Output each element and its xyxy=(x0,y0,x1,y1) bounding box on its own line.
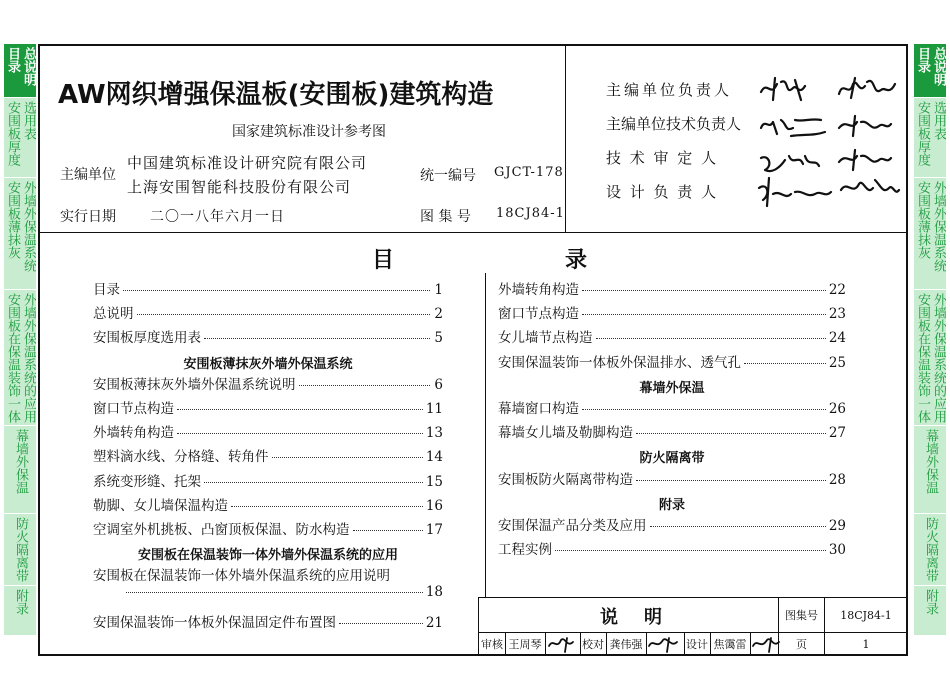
toc-entry-title: 外墙转角构造 xyxy=(93,425,174,442)
toc-entry-title: 窗口节点构造 xyxy=(498,306,579,323)
toc-leader xyxy=(137,314,431,315)
editor-label: 主编单位 xyxy=(60,167,116,183)
toc-entry-title: 女儿墙节点构造 xyxy=(498,330,593,347)
left-tab-label: 安围板薄抹灰 xyxy=(5,181,20,259)
resp-label-3: 技 术 审 定 人 xyxy=(606,149,719,167)
toc-leader xyxy=(650,526,826,527)
right-tab-label: 幕墙外保温 xyxy=(923,429,938,494)
toc-section-heading: 幕墙外保温 xyxy=(639,380,705,396)
toc-entry-title: 外墙转角构造 xyxy=(498,282,579,298)
toc-entry[interactable] xyxy=(498,278,846,298)
toc-entry[interactable] xyxy=(498,538,846,558)
toc-leader xyxy=(636,480,826,481)
toc-page: 17 xyxy=(425,522,443,538)
page-value: 1 xyxy=(862,637,870,651)
left-tab-label: 附录 xyxy=(13,589,28,615)
toc-entry-title: 幕墙女儿墙及勒脚构造 xyxy=(498,425,633,442)
right-tab-label: 外墙外保温系统 xyxy=(931,181,946,272)
left-tab-label: 安围板在保温装饰一体 xyxy=(5,293,20,423)
toc-leader xyxy=(272,457,423,458)
right-tab-4[interactable] xyxy=(914,426,946,514)
toc-page: 15 xyxy=(425,473,443,490)
left-tab-label: 选用表 xyxy=(21,101,36,140)
left-tab-5[interactable] xyxy=(4,514,36,586)
titleblock-atlas-value: 18CJ84-1 xyxy=(840,608,892,622)
left-tab-0[interactable] xyxy=(4,44,36,98)
toc-page: 14 xyxy=(425,449,443,466)
right-tab-5[interactable] xyxy=(914,514,946,586)
toc-column-divider xyxy=(485,273,486,597)
left-tab-3[interactable] xyxy=(4,290,36,426)
right-tab-3[interactable] xyxy=(914,290,946,426)
toc-page: 27 xyxy=(828,425,846,442)
left-tab-label: 防火隔离带 xyxy=(13,517,28,582)
toc-leader xyxy=(339,623,423,624)
toc-entry-title: 安围保温装饰一体板外保温固定件布置图 xyxy=(93,614,336,631)
toc-entry-title: 安围板在保温装饰一体外墙外保温系统的应用说明 xyxy=(93,568,390,585)
titleblock-signatures xyxy=(545,634,785,654)
right-tab-2[interactable] xyxy=(914,178,946,290)
header-divider xyxy=(38,232,908,233)
toc-leader xyxy=(204,482,423,483)
toc-entry[interactable] xyxy=(498,397,846,417)
toc-entry-title: 幕墙窗口构造 xyxy=(498,401,579,417)
atlas-label: 图 集 号 xyxy=(420,209,471,225)
tb-grid-1 xyxy=(505,632,506,656)
toc-entry[interactable] xyxy=(123,584,443,600)
right-tab-1[interactable] xyxy=(914,98,946,178)
toc-entry[interactable] xyxy=(93,611,443,631)
left-tab-2[interactable] xyxy=(4,178,36,290)
toc-entry[interactable] xyxy=(498,351,846,371)
resp-label-4: 设 计 负 责 人 xyxy=(606,183,719,201)
right-tab-label: 外墙外保温系统的应用 xyxy=(931,293,946,423)
toc-section-heading: 附录 xyxy=(658,497,685,513)
date-label: 实行日期 xyxy=(60,209,116,225)
left-tab-label: 总说明 xyxy=(21,47,36,86)
review-label: 审核 xyxy=(481,638,503,651)
toc-entry[interactable] xyxy=(93,302,443,322)
toc-leader xyxy=(123,290,430,291)
review-name: 王周琴 xyxy=(508,638,542,651)
left-tab-label: 安围板厚度 xyxy=(5,101,20,166)
toc-entry[interactable] xyxy=(498,326,846,346)
atlas-value: 18CJ84-1 xyxy=(496,206,565,221)
toc-leader xyxy=(582,290,826,291)
date-value: 二〇一八年六月一日 xyxy=(150,209,285,225)
code-label: 统一编号 xyxy=(420,168,476,184)
toc-leader xyxy=(582,409,826,410)
toc-page: 5 xyxy=(434,330,443,347)
toc-leader xyxy=(177,409,423,410)
toc-entry[interactable] xyxy=(498,468,846,488)
code-value: GJCT-178 xyxy=(494,165,564,180)
toc-entry[interactable] xyxy=(93,518,443,538)
toc-entry[interactable] xyxy=(498,421,846,441)
toc-page: 6 xyxy=(434,376,443,393)
resp-label-1: 主编单位负责人 xyxy=(606,81,733,99)
toc-entry-title: 安围板薄抹灰外墙外保温系统说明 xyxy=(93,376,296,393)
right-tab-label: 安围板厚度 xyxy=(915,101,930,166)
right-tab-label: 选用表 xyxy=(931,101,946,140)
toc-page: 2 xyxy=(434,306,443,323)
left-tab-4[interactable] xyxy=(4,426,36,514)
check-label: 校对 xyxy=(582,638,604,651)
toc-entry-title: 塑料滴水线、分格缝、转角件 xyxy=(93,449,269,466)
toc-entry[interactable] xyxy=(93,470,443,490)
toc-page: 16 xyxy=(425,497,443,514)
toc-entry-title: 勒脚、女儿墙保温构造 xyxy=(93,497,228,514)
toc-leader xyxy=(555,550,826,551)
resp-label-2: 主编单位技术负责人 xyxy=(606,115,742,133)
toc-entry-title: 总说明 xyxy=(93,306,134,323)
toc-entry[interactable] xyxy=(93,397,443,417)
toc-entry-title: 工程实例 xyxy=(498,542,552,559)
toc-entry[interactable] xyxy=(93,373,443,393)
toc-page: 11 xyxy=(425,401,443,417)
check-name: 龚伟强 xyxy=(609,638,643,651)
document-title: AW网织增强保温板(安围板)建筑构造 xyxy=(58,80,494,110)
toc-leader xyxy=(231,506,423,507)
editor-org-2: 上海安围智能科技股份有限公司 xyxy=(127,178,352,196)
right-tab-0[interactable] xyxy=(914,44,946,98)
toc-section-heading: 安围板在保温装饰一体外墙外保温系统的应用 xyxy=(137,548,398,564)
left-tab-label: 外墙外保温系统的应用 xyxy=(21,293,36,423)
toc-leader xyxy=(299,385,431,386)
toc-page: 28 xyxy=(828,471,846,488)
toc-entry-title: 窗口节点构造 xyxy=(93,401,174,417)
document-subtitle: 国家建筑标准设计参考图 xyxy=(232,124,386,140)
toc-page: 22 xyxy=(828,282,846,298)
header-vertical-divider xyxy=(565,44,566,233)
toc-section-heading: 防火隔离带 xyxy=(639,451,705,467)
right-tab-label: 安围板在保温装饰一体 xyxy=(915,293,930,423)
right-side-tabs xyxy=(914,44,946,656)
toc-entry[interactable] xyxy=(93,445,443,465)
toc-leader xyxy=(177,433,423,434)
toc-entry[interactable] xyxy=(93,278,443,298)
toc-leader xyxy=(353,530,423,531)
editor-org-1: 中国建筑标准设计研究院有限公司 xyxy=(127,154,368,172)
toc-leader xyxy=(204,338,430,339)
page-label: 页 xyxy=(796,638,807,651)
toc-title-right: 录 xyxy=(565,247,588,273)
toc-page: 18 xyxy=(425,584,443,601)
toc-leader xyxy=(596,338,826,339)
handwritten-signatures xyxy=(755,70,905,210)
design-label: 设计 xyxy=(686,638,708,651)
toc-leader xyxy=(126,592,423,593)
right-tab-6[interactable] xyxy=(914,586,946,636)
left-tab-label: 幕墙外保温 xyxy=(13,429,28,494)
toc-entry-title: 安围板防火隔离带构造 xyxy=(498,471,633,488)
left-tab-label: 外墙外保温系统 xyxy=(21,181,36,272)
toc-page: 13 xyxy=(425,425,443,442)
toc-entry[interactable] xyxy=(498,302,846,322)
toc-entry-title: 目录 xyxy=(93,282,120,298)
toc-leader xyxy=(582,314,826,315)
left-tab-6[interactable] xyxy=(4,586,36,636)
toc-entry[interactable] xyxy=(93,326,443,346)
left-side-tabs xyxy=(4,44,36,656)
toc-page: 21 xyxy=(425,614,443,631)
right-tab-label: 防火隔离带 xyxy=(923,517,938,582)
toc-entry-title: 空调室外机挑板、凸窗顶板保温、防水构造 xyxy=(93,522,350,538)
toc-entry[interactable] xyxy=(93,494,443,514)
toc-leader xyxy=(636,433,826,434)
toc-page: 1 xyxy=(434,282,443,298)
toc-entry-title: 安围保温产品分类及应用 xyxy=(498,518,647,534)
toc-entry-title: 安围保温装饰一体板外保温排水、透气孔 xyxy=(498,354,741,371)
right-tab-label: 附录 xyxy=(923,589,938,615)
right-tab-label: 总说明 xyxy=(931,47,946,86)
left-tab-label: 目录 xyxy=(5,47,20,73)
toc-page: 26 xyxy=(828,401,846,417)
toc-leader xyxy=(744,363,826,364)
design-name: 焦霭雷 xyxy=(713,638,747,651)
titleblock-atlas-label: 图集号 xyxy=(785,609,818,622)
right-tab-label: 目录 xyxy=(915,47,930,73)
toc-page: 29 xyxy=(828,518,846,534)
toc-title-left: 目 xyxy=(372,247,395,273)
toc-entry[interactable] xyxy=(93,421,443,441)
toc-entry-title: 系统变形缝、托架 xyxy=(93,473,201,490)
toc-page: 30 xyxy=(828,542,846,559)
toc-page: 25 xyxy=(828,354,846,371)
toc-page: 24 xyxy=(828,330,846,347)
titleblock-name: 说 明 xyxy=(600,607,666,628)
right-tab-label: 安围板薄抹灰 xyxy=(915,181,930,259)
toc-section-heading: 安围板薄抹灰外墙外保温系统 xyxy=(183,356,353,372)
toc-entry[interactable] xyxy=(498,514,846,534)
toc-page: 23 xyxy=(828,306,846,323)
toc-entry-title: 安围板厚度选用表 xyxy=(93,330,201,347)
left-tab-1[interactable] xyxy=(4,98,36,178)
